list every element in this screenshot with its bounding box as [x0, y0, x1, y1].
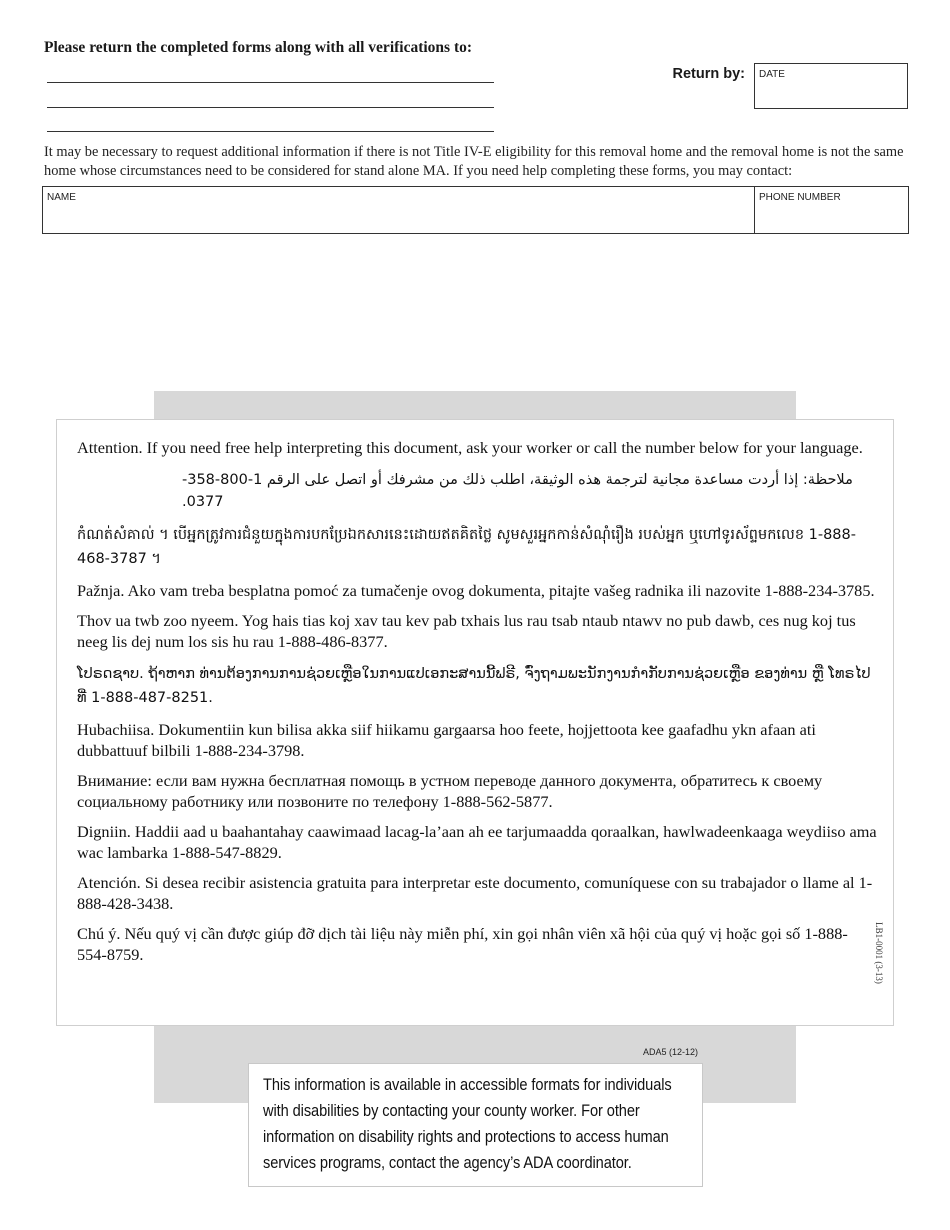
ada-form-code: ADA5 (12-12): [643, 1047, 699, 1057]
return-by-label: Return by:: [672, 66, 745, 82]
notice-vietnamese: Chú ý. Nếu quý vị cần được giúp đỡ dịch tài liệu này miễn phí, xin gọi nhân viên xã hội của quý vị hoặc gọi số 1-888-554-8759.: [77, 924, 848, 964]
notice-bosnian: Pažnja. Ako vam treba besplatna pomoć za tumačenje ovog dokumenta, pitajte vašeg radnika ili nazovite 1-888-234-3785.: [77, 580, 875, 600]
notice-russian: Внимание: если вам нужна бесплатная помощь в устном переводе данного документа, обратитесь к своему социальному работнику или позвоните по телефону 1-888-562-5877.: [77, 771, 823, 811]
ada-statement: This information is available in accessible formats for individuals with disabilities by contacting your county worker. For other information on disability rights and protections to access human services programs, contact the agency’s ADA coordinator.: [263, 1075, 672, 1172]
return-heading: Please return the completed forms along with all verifications to:: [44, 39, 473, 56]
info-paragraph: It may be necessary to request additional information if there is not Title IV-E eligibility for this removal home and the removal home is not the same home whose circumstances need to be considered for stand alone MA. If you need help completing these forms, you may contact:: [44, 144, 904, 179]
gray-band-top: [154, 391, 796, 420]
notice-khmer: កំណត់សំគាល់ ។ បើអ្នកត្រូវការជំនួយក្នុងការបកប្រែឯកសារនេះដោយឥតគិតថ្លៃ សូមសួរអ្នកកាន់សំណុំរឿង របស់អ្នក ឬហៅទូរស័ព្ទមកលេខ 1-888-468-3787 ។: [77, 526, 856, 567]
contact-table: [42, 186, 909, 234]
name-field[interactable]: [43, 187, 755, 233]
notice-spanish: Atención. Si desea recibir asistencia gratuita para interpretar este documento, comuníquese con su trabajador o llame al 1-888-428-3438.: [77, 873, 873, 913]
notice-hmong: Thov ua twb zoo nyeem. Yog hais tias koj xav tau kev pab txhais lus rau tsab ntaub ntawv no pub dawb, ces nug koj tus neeg lis dej num los sis hu rau 1-888-486-8377.: [77, 611, 856, 651]
notice-english: Attention. If you need free help interpreting this document, ask your worker or call the number below for your language.: [77, 438, 863, 457]
notice-somali: Digniin. Haddii aad u baahantahay caawimaad lacag-la’aan ah ee tarjumaadda qoraalkan, hawlwadeenkaaga weydiiso ama wac lambarka 1-888-547-8829.: [77, 822, 877, 862]
notice-oromo: Hubachiisa. Dokumentiin kun bilisa akka siif hiikamu gargaarsa hoo feete, hojjettoota kee gaafadhu ykn afaan ati dubbattuuf bilbili 1-888-234-3798.: [77, 720, 816, 760]
date-field[interactable]: [754, 63, 908, 109]
phone-number-field[interactable]: [755, 187, 908, 233]
notice-lao: ໂປຣດຊາບ. ຖ້າຫາກ ທ່ານຕ້ອງການການຊ່ວຍເຫຼືອໃນການແປເອກະສານນີ້ຟຣີ, ຈົ່ງຖາມພະນັກງານກໍາກັບການຊ່ວຍເຫຼືອ ຂອງທ່ານ ຫຼື ໂທຣໄປທີ່ 1-888-487-8251.: [77, 666, 871, 706]
notice-arabic: ملاحظة: إذا أردت مساعدة مجانية لترجمة هذه الوثيقة، اطلب ذلك من مشرفك أو اتصل على الرقم 1-800-358-0377.: [182, 471, 853, 510]
address-line-3[interactable]: [47, 131, 494, 132]
form-code: LB1-0001 (3-13): [873, 922, 884, 984]
ada-statement-box: [248, 1063, 703, 1187]
language-notice-box: [56, 419, 894, 1026]
date-label: DATE: [759, 69, 785, 80]
address-line-1[interactable]: [47, 82, 494, 83]
phone-number-label: PHONE NUMBER: [759, 192, 841, 203]
name-label: NAME: [47, 192, 76, 203]
address-line-2[interactable]: [47, 107, 494, 108]
